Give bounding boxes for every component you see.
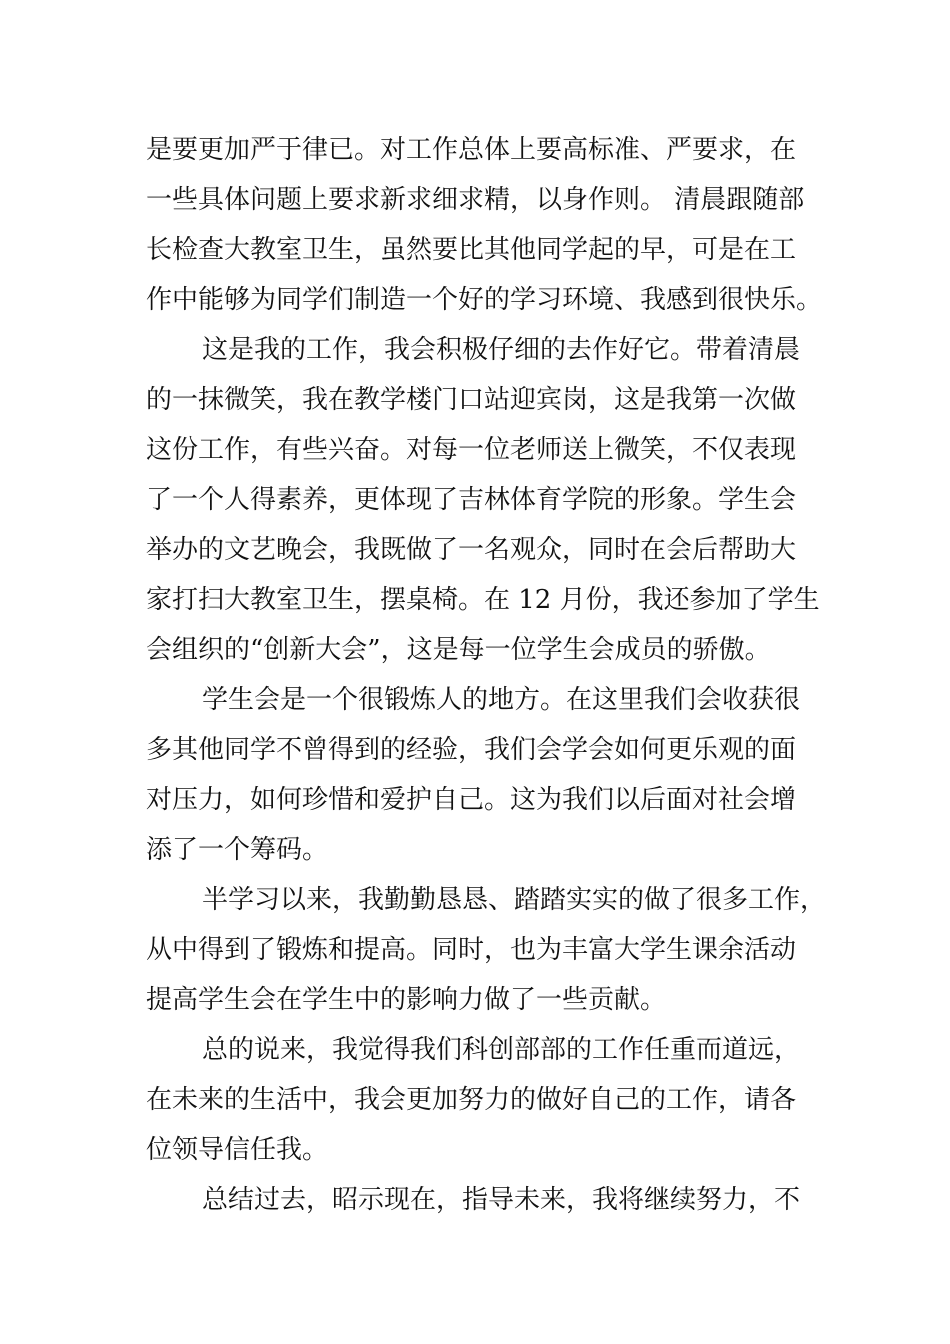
paragraph-first-line: 总结过去，昭示现在，指导未来，我将继续努力，不 (202, 1185, 801, 1215)
paragraph-first-line: 这是我的工作，我会积极仔细的去作好它。带着清晨 (202, 335, 801, 365)
document-body (146, 125, 827, 1225)
paragraph-first-line: 半学习以来，我勤勤恳恳、踏踏实实的做了很多工作， (202, 885, 827, 915)
text-line: 是要更加严于律已。对工作总体上要高标准、严要求，在 (146, 135, 797, 165)
text-line: 了一个人得素养，更体现了吉林体育学院的形象。学生会 (146, 485, 797, 515)
text-line: 举办的文艺晚会，我既做了一名观众，同时在会后帮助大 (146, 535, 797, 565)
text-line: 多其他同学不曾得到的经验，我们会学会如何更乐观的面 (146, 735, 797, 765)
paragraph-first-line: 学生会是一个很锻炼人的地方。在这里我们会收获很 (202, 685, 801, 715)
paragraph-first-line: 总的说来，我觉得我们科创部部的工作任重而道远， (202, 1035, 801, 1065)
text-line: 添了一个筹码。 (146, 835, 329, 865)
text-line: 位领导信任我。 (146, 1135, 329, 1165)
text-line: 长检查大教室卫生，虽然要比其他同学起的早，可是在工 (146, 235, 797, 265)
text-line: 会组织的“创新大会”，这是每一位学生会成员的骄傲。 (146, 635, 771, 665)
text-line: 一些具体问题上要求新求细求精，以身作则。 清晨跟随部 (146, 185, 805, 215)
text-line: 家打扫大教室卫生，摆桌椅。在 12 月份，我还参加了学生 (146, 585, 820, 615)
text-line: 作中能够为同学们制造一个好的学习环境、我感到很快乐。 (146, 285, 823, 315)
text-line: 这份工作，有些兴奋。对每一位老师送上微笑，不仅表现 (146, 435, 797, 465)
text-line: 提高学生会在学生中的影响力做了一些贡献。 (146, 985, 667, 1015)
text-line: 对压力，如何珍惜和爱护自己。这为我们以后面对社会增 (146, 785, 797, 815)
text-line: 从中得到了锻炼和提高。同时，也为丰富大学生课余活动 (146, 935, 797, 965)
text-line: 在未来的生活中，我会更加努力的做好自己的工作，请各 (146, 1085, 797, 1115)
text-line: 的一抹微笑，我在教学楼门口站迎宾岗，这是我第一次做 (146, 385, 797, 415)
